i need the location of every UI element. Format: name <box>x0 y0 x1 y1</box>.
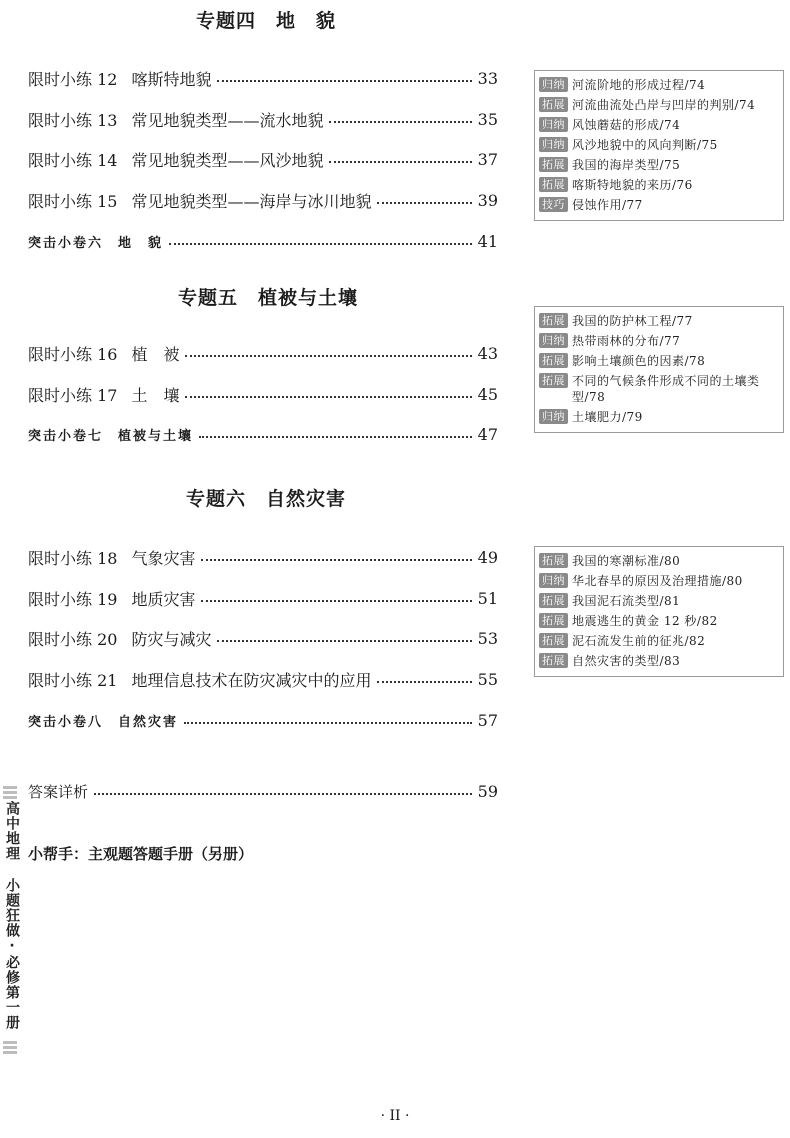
note-item <box>539 593 779 609</box>
quiz-entry[interactable] <box>28 229 498 253</box>
entry-label: 限时小练 19 <box>28 589 118 609</box>
answers-label: 答案详析 <box>28 782 89 801</box>
section-title: 专题四 地 貌 <box>196 10 337 32</box>
note-text: 河流曲流处凸岸与凹岸的判别/74 <box>572 98 756 112</box>
entry-label: 限时小练 17 <box>28 385 118 405</box>
note-item <box>539 613 779 629</box>
leader-dots <box>201 559 471 561</box>
note-tag: 拓展 <box>539 177 568 192</box>
note-item <box>539 409 779 425</box>
spine-text: 高中地理 小题狂做·必修第一册 <box>4 801 20 1030</box>
entry-topic: 常见地貌类型——风沙地貌 <box>131 150 324 170</box>
note-text: 风沙地貌中的风向判断/75 <box>572 138 718 152</box>
answers-entry[interactable] <box>28 779 498 803</box>
note-tag: 拓展 <box>539 157 568 172</box>
leader-dots <box>199 436 472 438</box>
note-item <box>539 373 779 405</box>
note-tag: 拓展 <box>539 633 568 648</box>
note-item <box>539 77 779 93</box>
note-text: 自然灾害的类型/83 <box>572 654 681 668</box>
note-text: 热带雨林的分布/77 <box>572 334 681 348</box>
note-tag: 归纳 <box>539 137 568 152</box>
note-item <box>539 177 779 193</box>
note-tag: 拓展 <box>539 553 568 568</box>
entry-topic: 常见地貌类型——海岸与冰川地貌 <box>131 191 372 211</box>
entry-page: 49 <box>477 547 498 567</box>
section-title: 专题六 自然灾害 <box>186 488 347 510</box>
leader-dots <box>184 722 472 724</box>
note-tag: 拓展 <box>539 373 568 388</box>
spine-bars-top <box>3 786 17 799</box>
leader-dots <box>377 681 471 683</box>
leader-dots <box>185 396 471 398</box>
quiz-label: 突击小卷七 植被与土壤 <box>28 428 194 444</box>
helper-note: 小帮手：主观题答题手册（另册） <box>28 845 254 863</box>
note-tag: 拓展 <box>539 613 568 628</box>
answers-page: 59 <box>477 781 498 801</box>
note-text: 不同的气候条件形成不同的土壤类型/78 <box>572 374 760 404</box>
entry-label: 限时小练 12 <box>28 69 118 89</box>
entry-page: 51 <box>477 588 498 608</box>
entry-page: 43 <box>477 343 498 363</box>
note-item <box>539 353 779 369</box>
note-tag: 归纳 <box>539 117 568 132</box>
toc-entry[interactable] <box>28 545 498 569</box>
note-tag: 拓展 <box>539 653 568 668</box>
entry-topic: 喀斯特地貌 <box>131 69 212 89</box>
entry-topic: 地理信息技术在防灾减灾中的应用 <box>131 670 372 690</box>
note-item <box>539 117 779 133</box>
note-tag: 归纳 <box>539 333 568 348</box>
note-text: 华北春旱的原因及治理措施/80 <box>572 574 743 588</box>
quiz-page: 57 <box>477 710 498 730</box>
leader-dots <box>169 243 472 245</box>
spine-label <box>0 786 20 1086</box>
entry-label: 限时小练 14 <box>28 150 118 170</box>
note-item <box>539 573 779 589</box>
entry-topic: 防灾与减灾 <box>131 629 212 649</box>
sidebar-notes <box>534 546 784 677</box>
entry-label: 限时小练 21 <box>28 670 118 690</box>
toc-entry[interactable] <box>28 586 498 610</box>
toc-entry[interactable] <box>28 667 498 691</box>
entry-page: 37 <box>477 149 498 169</box>
sidebar-notes <box>534 70 784 221</box>
entry-topic: 常见地貌类型——流水地貌 <box>131 110 324 130</box>
note-tag: 归纳 <box>539 409 568 424</box>
leader-dots <box>201 600 471 602</box>
note-text: 河流阶地的形成过程/74 <box>572 78 706 92</box>
toc-entry[interactable] <box>28 382 498 406</box>
quiz-page: 47 <box>477 424 498 444</box>
quiz-entry[interactable] <box>28 708 498 732</box>
entry-page: 35 <box>477 109 498 129</box>
note-item <box>539 157 779 173</box>
note-text: 风蚀蘑菇的形成/74 <box>572 118 681 132</box>
entry-page: 45 <box>477 384 498 404</box>
leader-dots <box>377 202 471 204</box>
note-item <box>539 137 779 153</box>
note-text: 土壤肥力/79 <box>572 410 643 424</box>
note-text: 我国泥石流类型/81 <box>572 594 681 608</box>
entry-page: 39 <box>477 190 498 210</box>
toc-entry[interactable] <box>28 147 498 171</box>
note-tag: 拓展 <box>539 97 568 112</box>
leader-dots <box>185 355 471 357</box>
leader-dots <box>329 161 471 163</box>
note-item <box>539 97 779 113</box>
note-item <box>539 633 779 649</box>
note-text: 地震逃生的黄金 12 秒/82 <box>572 614 718 628</box>
entry-topic: 土 壤 <box>131 385 180 405</box>
note-item <box>539 197 779 213</box>
note-text: 影响土壤颜色的因素/78 <box>572 354 706 368</box>
note-text: 泥石流发生前的征兆/82 <box>572 634 706 648</box>
note-tag: 拓展 <box>539 593 568 608</box>
note-text: 侵蚀作用/77 <box>572 198 643 212</box>
toc-entry[interactable] <box>28 107 498 131</box>
entry-page: 33 <box>477 68 498 88</box>
page-number: · II · <box>380 1108 410 1124</box>
leader-dots <box>217 80 471 82</box>
entry-label: 限时小练 15 <box>28 191 118 211</box>
toc-entry[interactable] <box>28 341 498 365</box>
note-tag: 技巧 <box>539 197 568 212</box>
note-text: 我国的防护林工程/77 <box>572 314 693 328</box>
note-tag: 拓展 <box>539 313 568 328</box>
note-tag: 归纳 <box>539 77 568 92</box>
leader-dots <box>329 121 471 123</box>
note-item <box>539 333 779 349</box>
spine-bars-bottom <box>3 1041 17 1054</box>
quiz-label: 突击小卷八 自然灾害 <box>28 714 179 730</box>
entry-page: 53 <box>477 628 498 648</box>
note-tag: 拓展 <box>539 353 568 368</box>
leader-dots <box>94 793 472 795</box>
entry-label: 限时小练 13 <box>28 110 118 130</box>
note-item <box>539 653 779 669</box>
toc-entry[interactable] <box>28 66 498 90</box>
note-text: 喀斯特地貌的来历/76 <box>572 178 693 192</box>
note-item <box>539 313 779 329</box>
entry-topic: 气象灾害 <box>131 548 196 568</box>
toc-entry[interactable] <box>28 188 498 212</box>
leader-dots <box>217 640 471 642</box>
entry-topic: 植 被 <box>131 344 180 364</box>
quiz-label: 突击小卷六 地 貌 <box>28 235 164 251</box>
quiz-entry[interactable] <box>28 422 498 446</box>
note-item <box>539 553 779 569</box>
entry-topic: 地质灾害 <box>131 589 196 609</box>
entry-label: 限时小练 16 <box>28 344 118 364</box>
entry-label: 限时小练 18 <box>28 548 118 568</box>
entry-label: 限时小练 20 <box>28 629 118 649</box>
toc-entry[interactable] <box>28 626 498 650</box>
entry-page: 55 <box>477 669 498 689</box>
sidebar-notes <box>534 306 784 433</box>
note-text: 我国的海岸类型/75 <box>572 158 681 172</box>
quiz-page: 41 <box>477 231 498 251</box>
note-text: 我国的寒潮标准/80 <box>572 554 681 568</box>
section-title: 专题五 植被与土壤 <box>178 287 359 309</box>
note-tag: 归纳 <box>539 573 568 588</box>
